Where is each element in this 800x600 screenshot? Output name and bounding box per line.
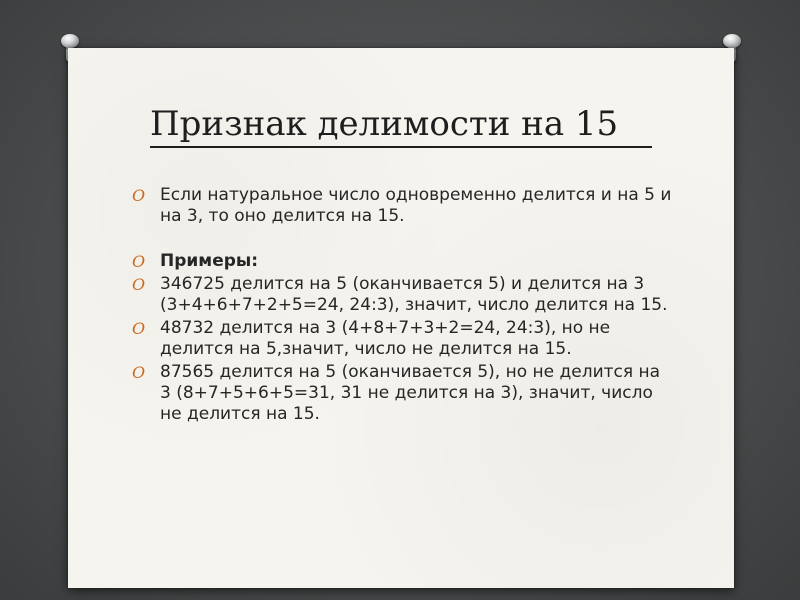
bullet-item-examples-heading <box>132 251 672 272</box>
bullet-item-example-1 <box>132 274 672 316</box>
bullet-marker-icon: O <box>132 319 146 338</box>
bullet-item-example-2 <box>132 318 672 360</box>
title-underline <box>150 146 652 148</box>
bullet-item-rule <box>132 185 672 227</box>
bullet-marker-icon: O <box>132 275 146 294</box>
bullet-text: 87565 делится на 5 (оканчивается 5), но не делится на 3 (8+7+5+6+5=31, 31 не делится на 3), значит, число не делится на 15. <box>160 362 661 424</box>
bullet-text: Если натуральное число одновременно делится и на 5 и на 3, то оно делится на 15. <box>160 185 672 226</box>
bullet-marker-icon: O <box>132 363 146 382</box>
bullet-marker-icon: O <box>132 252 146 271</box>
pin-head <box>723 34 741 48</box>
pin-head <box>61 34 79 48</box>
slide-title: Признак делимости на 15 <box>150 104 619 144</box>
bullet-text: Примеры: <box>160 251 259 271</box>
bullet-text: 48732 делится на 3 (4+8+7+3+2=24, 24:3), но не делится на 5,значит, число не делится на 15. <box>160 318 611 359</box>
bullet-list <box>132 185 672 425</box>
bullet-marker-icon: O <box>132 186 146 205</box>
bullet-text: 346725 делится на 5 (оканчивается 5) и делится на 3 (3+4+6+7+2+5=24, 24:3), значит, число делится на 15. <box>160 274 668 315</box>
bullet-item-example-3 <box>132 362 672 425</box>
